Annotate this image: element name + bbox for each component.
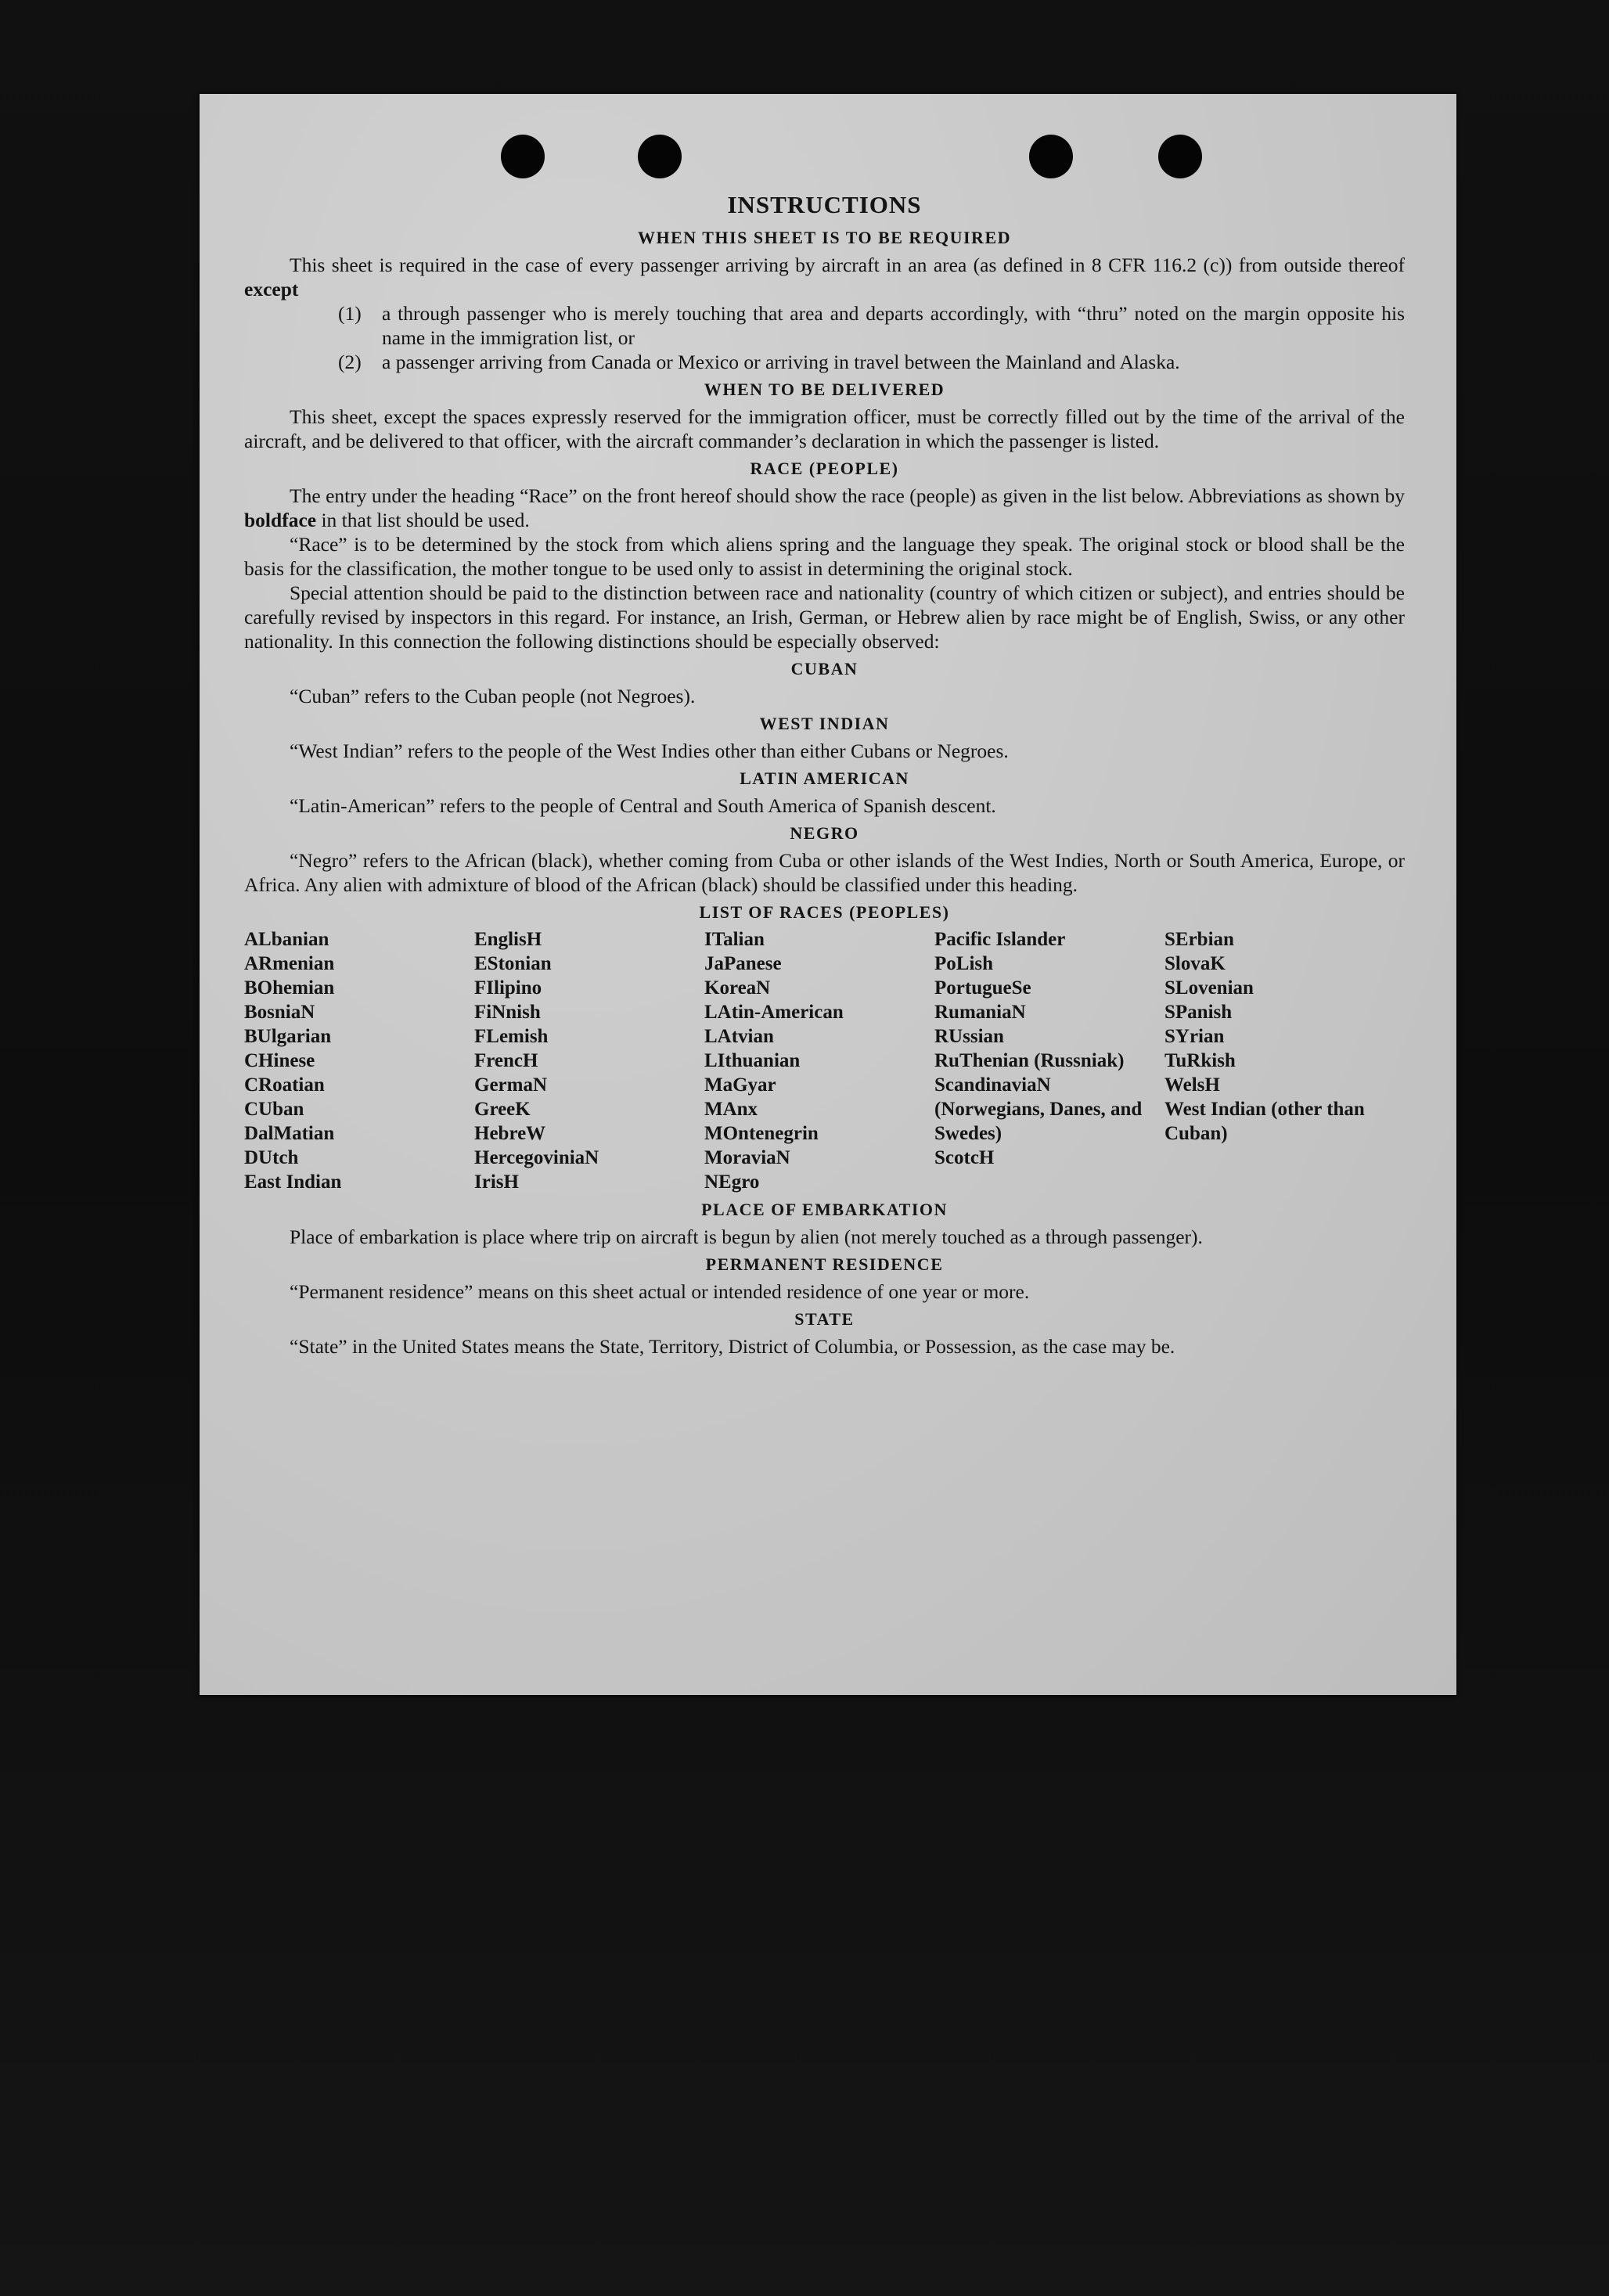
race-column-2	[474, 927, 704, 1194]
race-list-item: TuRkish	[1164, 1050, 1236, 1071]
race-list-item: Pacific Islander	[934, 929, 1066, 950]
race-list-item: MAnx	[704, 1099, 758, 1120]
latin-american-text: “Latin-American” refers to the people of Central and South America of Spanish descent.	[290, 794, 996, 817]
instruction-sheet	[200, 94, 1456, 1695]
race-list-item: West Indian (other than Cuban)	[1164, 1099, 1365, 1144]
race-list-item: MOntenegrin	[704, 1123, 819, 1144]
exception-item-1: (1) a through passenger who is merely touching that area and departs accordingly, with “thru” noted on the margin opposite his name in the immigration list, or	[338, 302, 1405, 349]
race-list-item: NEgro	[704, 1171, 760, 1193]
punch-hole	[1029, 135, 1073, 178]
race-list-item: HercegoviniaN	[474, 1147, 599, 1168]
race-list-item: BUlgarian	[244, 1026, 332, 1047]
race-list-item: MaGyar	[704, 1074, 776, 1096]
race-list-item: RuThenian (Russniak)	[934, 1050, 1125, 1071]
race-list-item: BosniaN	[244, 1002, 315, 1023]
race-paragraph-1: The entry under the heading “Race” on the front hereof should show the race (people) as given in the list below. Abbreviations as shown by boldface in that list should be used.	[244, 484, 1405, 531]
race-list-item: LAtin-American	[704, 1002, 844, 1023]
race-list-item: ITalian	[704, 929, 765, 950]
section-heading-west-indian: WEST INDIAN	[759, 714, 890, 733]
race-list-item: EStonian	[474, 953, 552, 974]
embarkation-text: Place of embarkation is place where trip on aircraft is begun by alien (not merely touched as a through passenger).	[290, 1225, 1203, 1248]
section-heading-delivered: WHEN TO BE DELIVERED	[704, 380, 945, 399]
race-paragraph-2: “Race” is to be determined by the stock from which aliens spring and the language they speak. The original stock or blood shall be the basis for the classification, the mother tongue to be used only to assist in determining the original stock.	[244, 533, 1405, 580]
state-text: “State” in the United States means the State, Territory, District of Columbia, or Possession, as the case may be.	[290, 1335, 1175, 1358]
punch-hole	[1158, 135, 1202, 178]
race-list-item: KoreaN	[704, 977, 771, 999]
race-list-item: WelsH	[1164, 1074, 1220, 1096]
section-heading-race: RACE (PEOPLE)	[750, 459, 899, 478]
race-list-item: IrisH	[474, 1171, 519, 1193]
race-list-item: FrencH	[474, 1050, 538, 1071]
required-intro: This sheet is required in the case of every passenger arriving by aircraft in an area (as defined in 8 CFR 116.2 (c)) from outside thereof except	[244, 254, 1405, 300]
punch-hole	[638, 135, 682, 178]
race-list-item: CRoatian	[244, 1074, 325, 1096]
delivered-text: This sheet, except the spaces expressly reserved for the immigration officer, must be correctly filled out by the time of the arrival of the aircraft, and be delivered to that officer, with the aircraft commander’s declaration in which the passenger is listed.	[244, 405, 1405, 452]
section-heading-residence: PERMANENT RESIDENCE	[705, 1254, 944, 1274]
race-list-item: SErbian	[1164, 929, 1234, 950]
punch-hole	[501, 135, 545, 178]
residence-text: “Permanent residence” means on this sheet actual or intended residence of one year or more.	[290, 1280, 1030, 1303]
race-column-5	[1164, 927, 1395, 1194]
race-column-4	[934, 927, 1164, 1194]
race-list-item: GermaN	[474, 1074, 548, 1096]
race-paragraph-3: Special attention should be paid to the distinction between race and nationality (country of which citizen or subject), and entries should be carefully revised by inspectors in this regard. For instance, an Irish, German, or Hebrew alien by race might be of English, Swiss, or any other nationality. In this connection the following distinctions should be especially observed:	[244, 581, 1405, 653]
race-list-item: SYrian	[1164, 1026, 1225, 1047]
race-list-item: PoLish	[934, 953, 994, 974]
page-title: INSTRUCTIONS	[727, 191, 922, 218]
race-list-item: MoraviaN	[704, 1147, 790, 1168]
race-list-item: CUban	[244, 1099, 304, 1120]
section-heading-list: LIST OF RACES (PEOPLES)	[699, 902, 950, 922]
race-list-item: HebreW	[474, 1123, 546, 1144]
section-heading-required: WHEN THIS SHEET IS TO BE REQUIRED	[637, 228, 1012, 247]
section-heading-latin-american: LATIN AMERICAN	[740, 768, 909, 788]
race-list-item: PortugueSe	[934, 977, 1031, 999]
race-list-item: SlovaK	[1164, 953, 1226, 974]
exception-item-2: (2) a passenger arriving from Canada or Mexico or arriving in travel between the Mainland and Alaska.	[338, 351, 1180, 373]
race-list-item: FiNnish	[474, 1002, 541, 1023]
race-list-item: RUssian	[934, 1026, 1004, 1047]
race-list-item: BOhemian	[244, 977, 335, 999]
race-list-item: ScandinaviaN (Norwegians, Danes, and Swedes)	[934, 1074, 1143, 1144]
race-list-item: East Indian	[244, 1171, 342, 1193]
section-heading-state: STATE	[794, 1309, 855, 1329]
west-indian-text: “West Indian” refers to the people of the West Indies other than either Cubans or Negroes.	[290, 740, 1009, 762]
race-list-item: DalMatian	[244, 1123, 335, 1144]
race-list-item: DUtch	[244, 1147, 299, 1168]
race-list-item: CHinese	[244, 1050, 315, 1071]
race-list-item: SLovenian	[1164, 977, 1254, 999]
race-list-item: EnglisH	[474, 929, 542, 950]
section-heading-negro: NEGRO	[790, 823, 859, 843]
race-list-item: RumaniaN	[934, 1002, 1026, 1023]
race-list	[244, 927, 1405, 1194]
race-list-item: GreeK	[474, 1099, 531, 1120]
race-list-item: ALbanian	[244, 929, 329, 950]
race-list-item: FIlipino	[474, 977, 542, 999]
race-list-item: ScotcH	[934, 1147, 995, 1168]
sheet-content	[244, 191, 1405, 1359]
section-heading-embarkation: PLACE OF EMBARKATION	[701, 1200, 948, 1219]
race-column-1	[244, 927, 474, 1194]
race-column-3	[704, 927, 934, 1194]
race-list-item: SPanish	[1164, 1002, 1233, 1023]
race-list-item: ARmenian	[244, 953, 335, 974]
section-heading-cuban: CUBAN	[790, 659, 858, 678]
race-list-item: FLemish	[474, 1026, 549, 1047]
negro-text: “Negro” refers to the African (black), whether coming from Cuba or other islands of the West Indies, North or South America, Europe, or Africa. Any alien with admixture of blood of the African (black) should be classified under this heading.	[244, 849, 1405, 896]
cuban-text: “Cuban” refers to the Cuban people (not Negroes).	[290, 685, 696, 707]
race-list-item: JaPanese	[704, 953, 782, 974]
race-list-item: LIthuanian	[704, 1050, 801, 1071]
race-list-item: LAtvian	[704, 1026, 774, 1047]
